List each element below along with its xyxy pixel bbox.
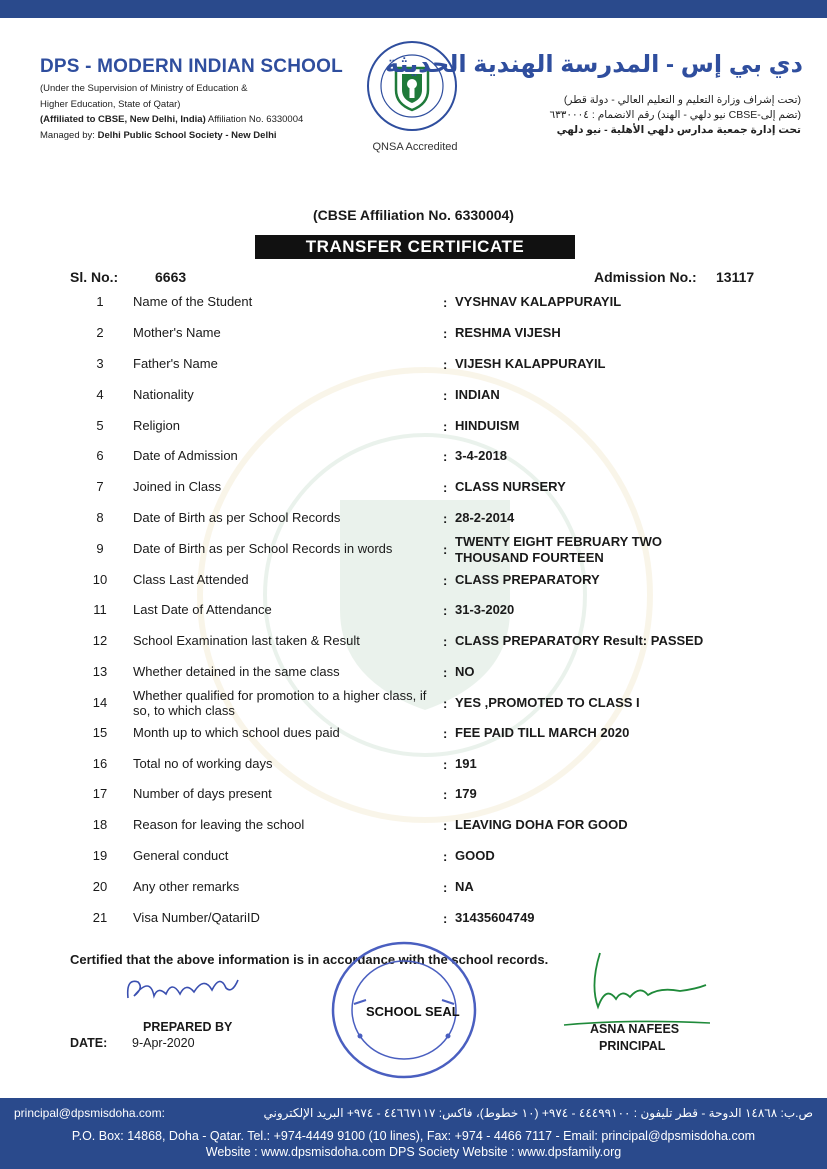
supervision-line-1: (Under the Supervision of Ministry of Education & [40,83,248,94]
school-name-arabic: دي بي إس - المدرسة الهندية الحديثة [384,51,803,78]
row-label: Date of Birth as per School Records [133,510,341,525]
row-label: Reason for leaving the school [133,817,305,832]
row-value: HINDUISM [455,418,520,433]
footer-arabic-contact: ص.ب: ١٤٨٦٨ الدوحة - قطر تليفون : ٤٤٤٩٩١٠٠ - ٩٧٤+ (١٠ خطوط)، فاكس: ٤٤٦٦٧١١٧ - ٩٧٤+ البريد الإلكتروني [263,1106,813,1120]
detail-row [0,902,827,933]
principal-title: PRINCIPAL [599,1039,666,1053]
affiliation-number: Affiliation No. 6330004 [205,114,304,125]
certified-statement: Certified that the above information is in accordance with the school records. [70,952,549,967]
row-value: 31435604749 [455,910,535,925]
detail-row [0,656,827,687]
row-label: Date of Birth as per School Records in words [133,541,393,556]
serial-number-label: Sl. No.: [70,269,119,285]
row-number: 14 [92,695,108,710]
row-colon: : [443,634,448,649]
row-number: 21 [92,910,108,925]
row-value: LEAVING DOHA FOR GOOD [455,817,628,832]
row-label: Whether detained in the same class [133,664,340,679]
detail-row [0,348,827,379]
row-colon: : [443,726,448,741]
detail-row [0,809,827,840]
detail-row [0,687,827,718]
school-affiliation-arabic [549,93,801,138]
row-colon: : [443,818,448,833]
school-name-english: DPS - MODERN INDIAN SCHOOL [40,56,343,77]
footer-bar [0,1098,827,1169]
managed-by-prefix: Managed by: [40,129,98,141]
detail-row [0,564,827,595]
detail-row [0,625,827,656]
detail-row [0,778,827,809]
row-colon: : [443,419,448,434]
arabic-line-1: (تحت إشراف وزارة التعليم و التعليم العالي - دولة قطر) [563,94,801,106]
row-number: 7 [96,479,104,494]
row-colon: : [443,665,448,680]
row-value: 31-3-2020 [455,602,515,617]
row-number: 10 [92,572,108,587]
principal-name: ASNA NAFEES [590,1022,680,1036]
row-value: FEE PAID TILL MARCH 2020 [455,725,630,740]
detail-row [0,379,827,410]
row-number: 6 [96,448,104,463]
row-number: 19 [92,848,108,863]
arabic-line-3: تحت إدارة جمعية مدارس دلهي الأهلية - نيو دلهي [556,124,801,136]
row-colon: : [443,603,448,618]
row-value: NA [455,879,474,894]
row-colon: : [443,573,448,588]
row-colon: : [443,542,448,557]
row-value: 191 [455,756,477,771]
row-number: 2 [96,325,104,340]
detail-row [0,840,827,871]
footer-email: principal@dpsmisdoha.com: [14,1106,165,1120]
row-colon: : [443,880,448,895]
row-colon: : [443,511,448,526]
admission-number-label: Admission No.: [594,269,697,285]
row-value: 3-4-2018 [455,448,508,463]
row-colon: : [443,357,448,372]
detail-row [0,317,827,348]
row-label: Any other remarks [133,879,240,894]
certificate-title: TRANSFER CERTIFICATE [255,235,575,259]
cbse-affiliation: (CBSE Affiliation No. 6330004) [313,207,514,223]
row-colon: : [443,757,448,772]
detail-row [0,502,827,533]
arabic-line-2: (تضم إلى-CBSE نيو دلهي - الهند) رقم الانضمام : ٦٣٣٠٠٠٤ [549,109,801,121]
affiliation-bold: (Affiliated to CBSE, New Delhi, India) [40,114,206,125]
detail-row [0,410,827,441]
row-number: 17 [92,786,108,801]
row-label: Number of days present [133,786,272,801]
detail-row [0,594,827,625]
row-number: 18 [92,817,108,832]
footer-websites: Website : www.dpsmisdoha.com DPS Society Website : www.dpsfamily.org [205,1145,622,1159]
row-number: 13 [92,664,108,679]
row-value: TWENTY EIGHT FEBRUARY TWO THOUSAND FOURTEEN [455,534,663,565]
managed-by-line [40,128,303,144]
serial-number-value: 6663 [155,269,187,285]
detail-row [0,871,827,902]
row-label: Mother's Name [133,325,221,340]
prepared-by-label: PREPARED BY [143,1020,233,1034]
row-value: GOOD [455,848,495,863]
row-value: CLASS NURSERY [455,479,566,494]
row-value: INDIAN [455,387,500,402]
row-colon: : [443,295,448,310]
row-number: 5 [96,418,104,433]
row-value: 179 [455,786,477,801]
row-label: Month up to which school dues paid [133,725,340,740]
row-colon: : [443,911,448,926]
detail-row [0,471,827,502]
managed-by-society: Delhi Public School Society - New Delhi [97,129,277,141]
row-number: 12 [92,633,108,648]
row-number: 3 [96,356,104,371]
top-border-bar [0,0,827,18]
row-label: Nationality [133,387,194,402]
row-label: Date of Admission [133,448,238,463]
row-value: CLASS PREPARATORY [455,572,600,587]
row-label: Class Last Attended [133,572,249,587]
detail-row [0,717,827,748]
preparer-signature [120,968,250,1013]
row-number: 8 [96,510,104,525]
affiliation-line [40,112,303,128]
detail-row [0,533,827,564]
row-label: School Examination last taken & Result [133,633,360,648]
row-number: 1 [96,294,104,309]
row-number: 16 [92,756,108,771]
footer-address: P.O. Box: 14868, Doha - Qatar. Tel.: +974-4449 9100 (10 lines), Fax: +974 - 4466 7117 - Email: principal@dpsmisdoha.com [71,1129,756,1143]
detail-row [0,748,827,779]
date-label: DATE: [70,1036,108,1050]
row-label: Religion [133,418,180,433]
school-seal-label: SCHOOL SEAL [366,1004,460,1019]
row-colon: : [443,849,448,864]
row-label: Joined in Class [133,479,222,494]
date-value: 9-Apr-2020 [132,1036,195,1050]
row-colon: : [443,326,448,341]
row-colon: : [443,388,448,403]
row-colon: : [443,480,448,495]
supervision-line-2: Higher Education, State of Qatar) [40,98,181,110]
row-label: General conduct [133,848,229,863]
row-number: 20 [92,879,108,894]
row-colon: : [443,787,448,802]
row-label: Father's Name [133,356,218,371]
row-number: 9 [96,541,104,556]
detail-row [0,286,827,317]
admission-number-value: 13117 [716,269,755,285]
row-number: 11 [93,602,107,617]
row-value: 28-2-2014 [455,510,515,525]
row-label: Last Date of Attendance [133,602,272,617]
row-value: RESHMA VIJESH [455,325,561,340]
row-colon: : [443,449,448,464]
row-label: Name of the Student [133,294,253,309]
row-label: Visa Number/QatariID [133,910,260,925]
row-number: 4 [96,387,104,402]
row-number: 15 [92,725,108,740]
row-label: Total no of working days [133,756,273,771]
school-affiliation-english [40,81,303,143]
row-value: VIJESH KALAPPURAYIL [455,356,606,371]
row-value: YES ,PROMOTED TO CLASS I [455,695,640,710]
row-label: Whether qualified for promotion to a higher class, if so, to which class [133,688,427,718]
row-value: VYSHNAV KALAPPURAYIL [455,294,622,309]
row-colon: : [443,696,448,711]
detail-row [0,440,827,471]
row-value: CLASS PREPARATORY Result: PASSED [455,633,704,648]
qnsa-accredited: QNSA Accredited [372,141,458,153]
row-value: NO [455,664,475,679]
